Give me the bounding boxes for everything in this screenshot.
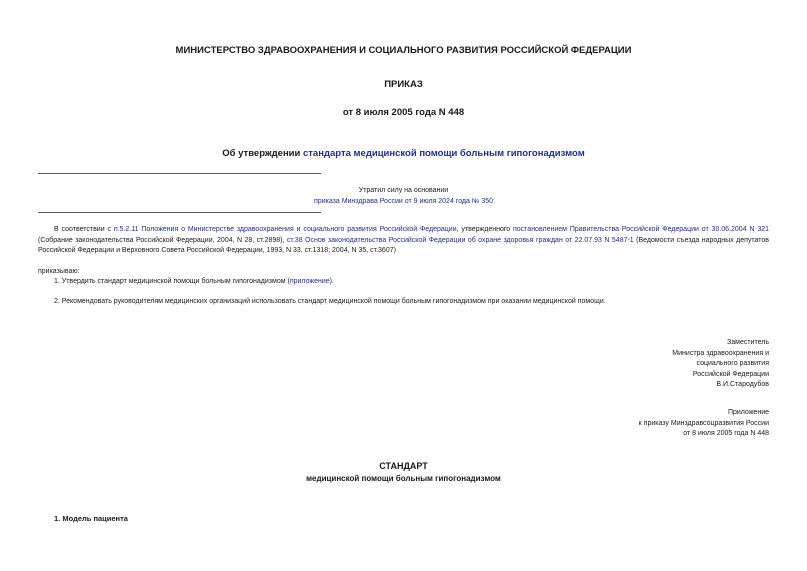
expired-label: Утратил силу на основании: [358, 187, 449, 194]
signature-line: Министра здравоохранения и: [672, 349, 769, 357]
preamble-text-2: , утвержденного: [456, 226, 513, 233]
standard-title: СТАНДАРТ: [379, 461, 428, 471]
appendix-line: от 8 июля 2005 года N 448: [683, 430, 769, 437]
preamble-paragraph: [38, 225, 769, 257]
appendix-link[interactable]: приложение: [289, 278, 330, 285]
appendix-block: [639, 408, 769, 440]
title-link[interactable]: стандарта медицинской помощи больным гипогонадизмом: [303, 148, 585, 159]
appendix-line: к приказу Минздравсоцразвития России: [638, 419, 769, 427]
orders-label: приказываю:: [38, 268, 80, 275]
preamble-text-3: (Собрание законодательства Российской Федерации, 2004, N 28, ст.2898),: [38, 236, 287, 244]
ministry-heading: МИНИСТЕРСТВО ЗДРАВООХРАНЕНИЯ И СОЦИАЛЬНОГО РАЗВИТИЯ РОССИЙСКОЙ ФЕДЕРАЦИИ: [175, 45, 632, 56]
item1-text: 1. Утвердить стандарт медицинской помощи больным гипогонадизмом (: [54, 278, 290, 285]
title-prefix: Об утверждении: [222, 148, 303, 159]
expired-link[interactable]: приказа Минздрава России от 9 июля 2024 года № 350: [314, 198, 493, 205]
preamble-text-1: В соответствии с: [54, 226, 114, 233]
doc-type-heading: ПРИКАЗ: [384, 79, 423, 90]
divider-bottom: [38, 212, 321, 213]
signature-line: Российской Федерации: [692, 370, 769, 378]
signature-block: [672, 338, 769, 391]
expired-notice: [200, 185, 607, 207]
preamble-link-decree[interactable]: постановлением Правительства Российской Федерации от 30.06.2004 N 321: [512, 226, 770, 233]
order-item-1: [54, 277, 334, 288]
section-heading-patient-model: 1. Модель пациента: [54, 514, 128, 523]
preamble-link-article[interactable]: ст.38 Основ законодательства Российской Федерации об охране здоровья граждан от 22.07.93 N 5487-1: [286, 236, 634, 244]
document-title: [0, 148, 807, 159]
appendix-line: Приложение: [727, 409, 769, 416]
signature-line: Заместитель: [727, 339, 769, 346]
preamble-text-4: (Ведомости съезда народных депутатов Российской Федерации и Верховного Совета Российской Федерации, 1993, N 33, ст.1318; 2004, N 35, ст.3607): [38, 236, 769, 254]
signature-line: В.И.Стародубов: [716, 381, 769, 388]
standard-subtitle: медицинской помощи больным гипогонадизмом: [306, 474, 501, 483]
order-item-2: 2. Рекомендовать руководителям медицинских организаций использовать стандарт медицинской помощи больным гипогонадизмом при оказании медицинской помощи.: [54, 298, 606, 305]
item1-end: ).: [329, 278, 334, 285]
divider-top: [38, 173, 321, 174]
preamble-link-regulation[interactable]: п.5.2.11 Положения о Министерстве здравоохранения и социального развития Российской Федерации: [113, 226, 457, 233]
date-number-heading: от 8 июля 2005 года N 448: [342, 107, 465, 118]
signature-line: социального развития: [696, 360, 769, 367]
